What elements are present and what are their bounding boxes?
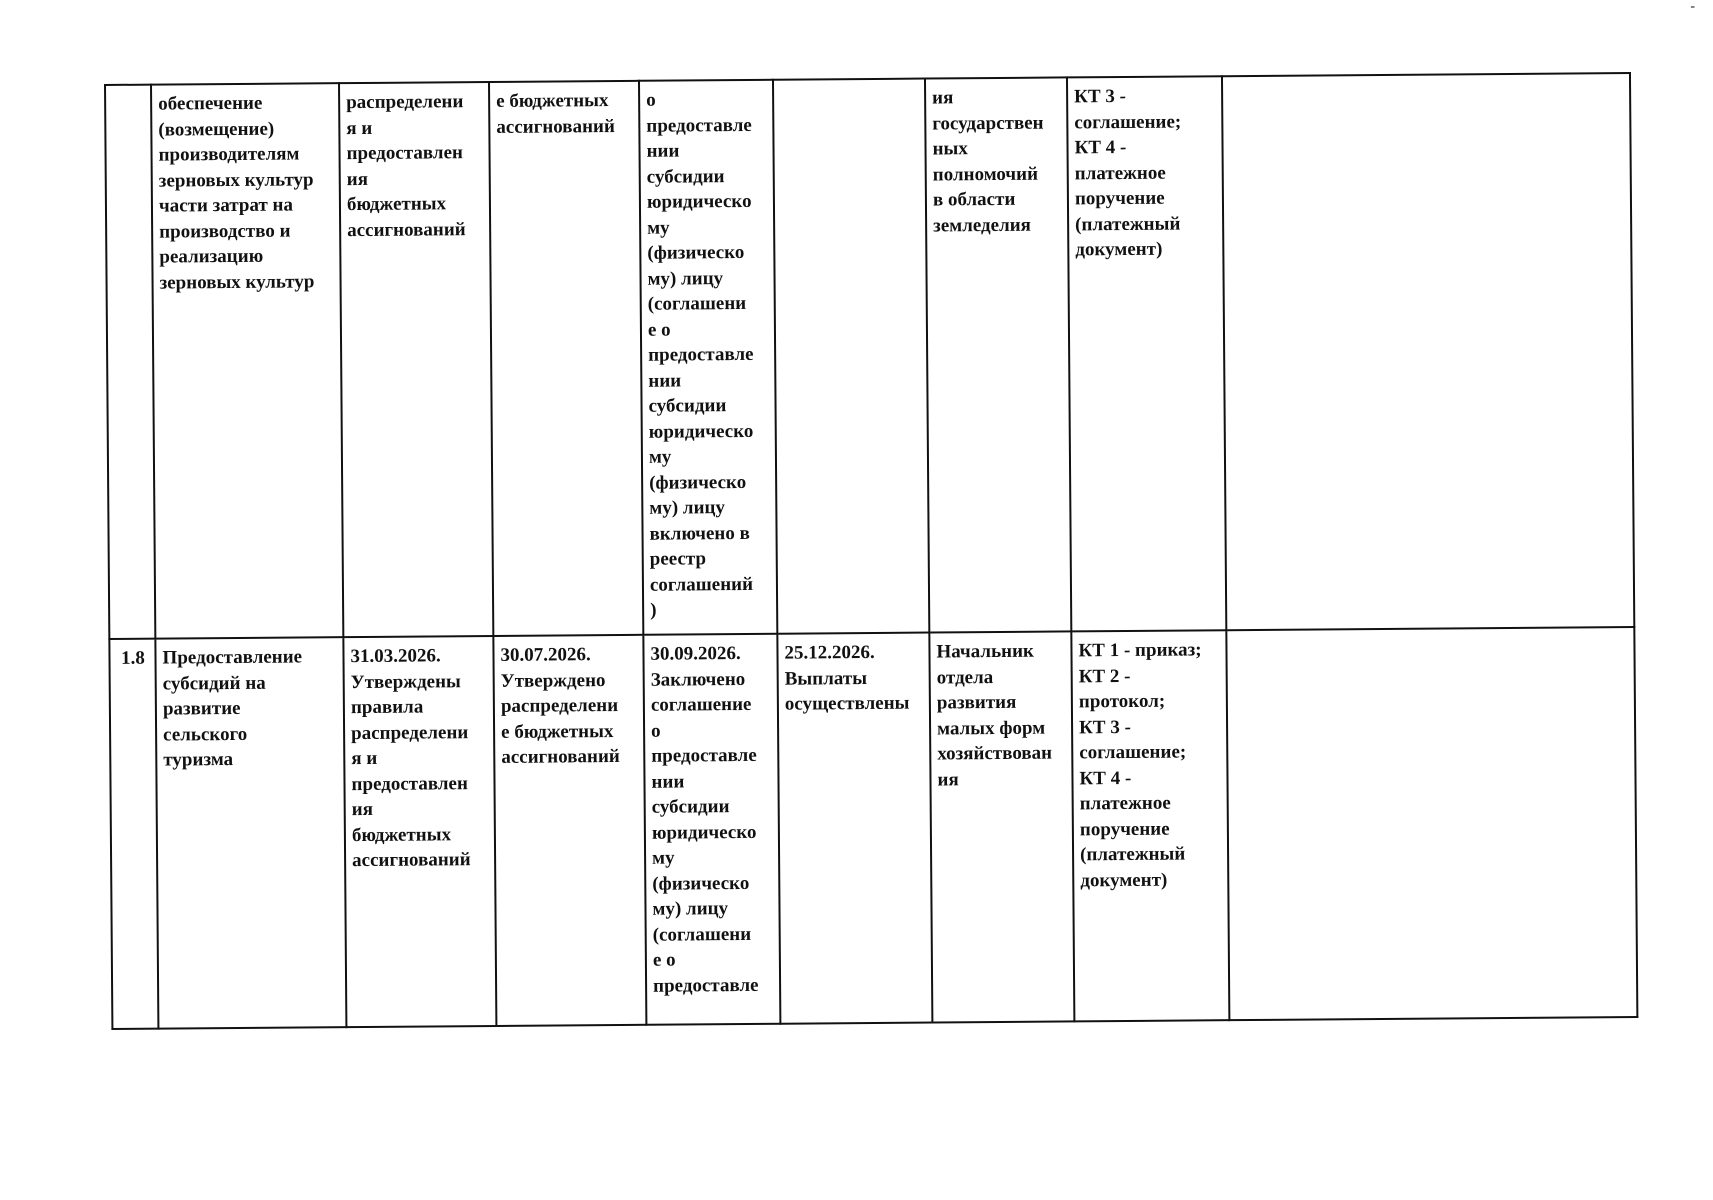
checkpoint-4-cell [773, 79, 929, 634]
extra-cell [1226, 627, 1637, 1020]
documents-cell: КТ 1 - приказ; КТ 2 - протокол; КТ 3 - соглашение; КТ 4 - платежное поручение (платежный документ) [1071, 630, 1229, 1021]
checkpoint-1-cell: распределени я и предоставлен ия бюджетных ассигнований [339, 82, 493, 637]
checkpoint-3-cell: о предоставле нии субсидии юридическо му (физическо му) лицу (соглашени е о предоставле нии субсидии юридическо му (физическо му) лицу включено в реестр соглашений ) [639, 80, 777, 635]
event-name-cell: Предоставление субсидий на развитие сельского туризма [155, 637, 346, 1028]
row-number-cell: 1.8 [109, 639, 158, 1029]
checkpoint-1-cell: 31.03.2026. Утверждены правила распределени я и предоставлен ия бюджетных ассигнований [343, 636, 496, 1027]
extra-cell [1222, 73, 1634, 630]
documents-cell: КТ 3 - соглашение; КТ 4 - платежное поручение (платежный документ) [1067, 76, 1226, 631]
checkpoint-4-cell: 25.12.2026. Выплаты осуществлены [777, 633, 932, 1024]
responsible-cell: Начальник отдела развития малых форм хозяйствован ия [929, 631, 1074, 1022]
event-name-cell: обеспечение (возмещение) производителям зерновых культур части затрат на производство и реализацию зерновых культур [151, 83, 343, 638]
checkpoint-2-cell: е бюджетных ассигнований [489, 81, 643, 636]
page-mark: - [1690, 0, 1695, 14]
responsible-cell: ия государствен ных полномочий в области земледелия [925, 77, 1071, 632]
table-row [109, 627, 1637, 1029]
table-row [105, 73, 1634, 639]
checkpoint-2-cell: 30.07.2026. Утверждено распределени е бюджетных ассигнований [493, 635, 646, 1026]
plan-table [104, 72, 1638, 1030]
row-number-cell [105, 85, 155, 639]
checkpoint-3-cell: 30.09.2026. Заключено соглашение о предоставле нии субсидии юридическо му (физическо му) лицу (соглашени е о предоставле [643, 634, 780, 1025]
